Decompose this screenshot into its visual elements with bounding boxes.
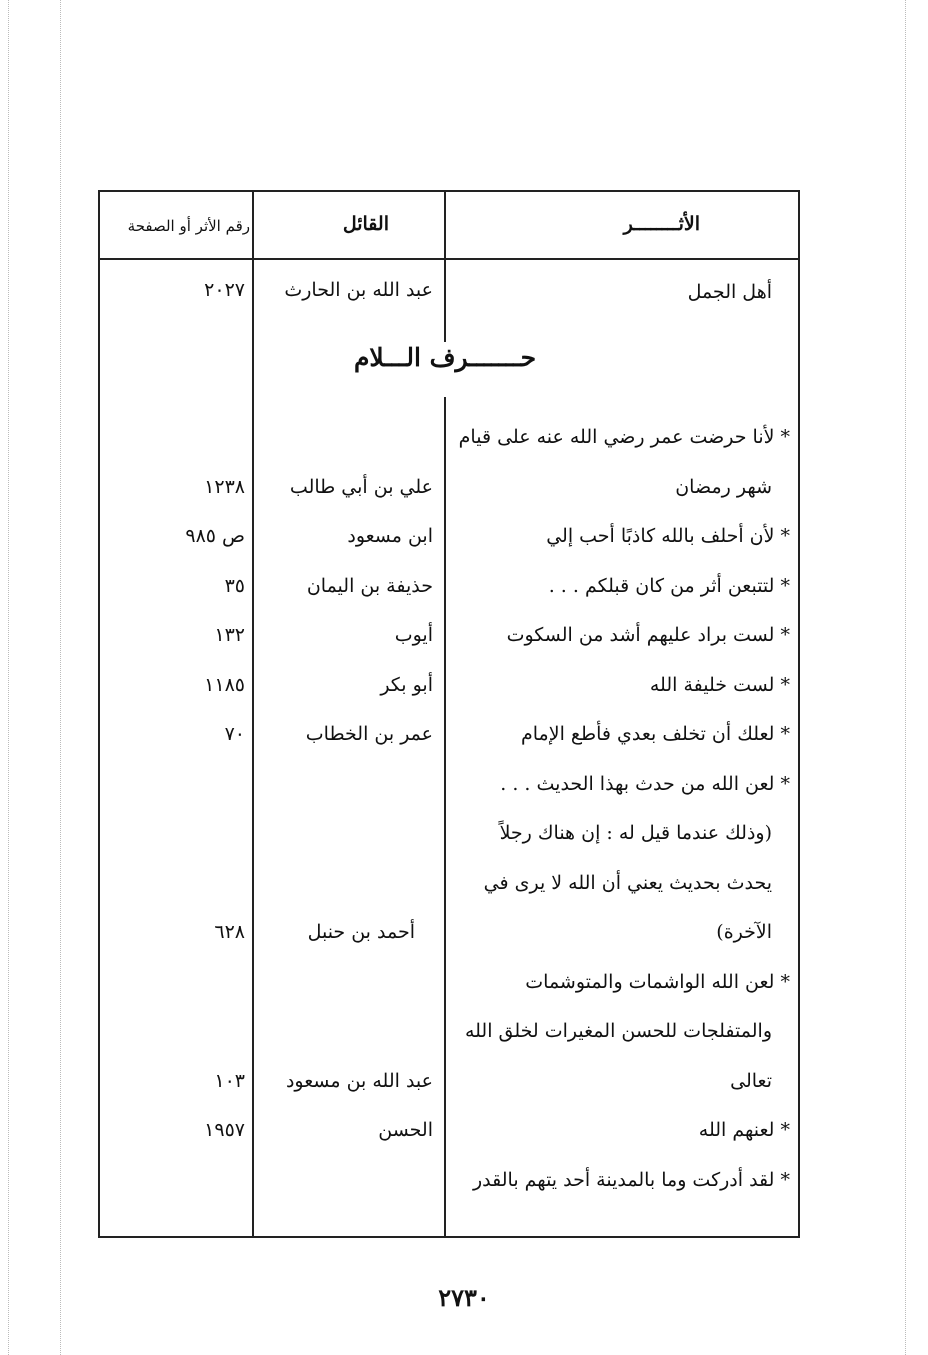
athar-row-12: الآخرة) [716,921,772,943]
qail-row-1: عبد الله بن الحارث [284,279,433,301]
ref-row-16: ١٩٥٧ [204,1119,245,1141]
athar-row-9: * لعن الله من حدث بهذا الحديث . . . [500,773,790,795]
athar-row-6: * لست براد عليهم أشد من السكوت [506,624,790,646]
ref-row-7: ١١٨٥ [204,674,245,696]
column-divider-ref [252,190,254,1238]
ref-row-12: ٦٢٨ [214,921,245,943]
ref-row-5: ٣٥ [224,575,245,597]
scan-artifact-left [8,0,9,1355]
scan-artifact-right [905,0,906,1355]
scan-artifact-left-2 [60,0,61,1355]
ref-row-6: ١٣٢ [214,624,245,646]
athar-row-1: أهل الجمل [687,281,772,303]
athar-row-5: * لتتبعن أثر من كان قبلكم . . . [548,575,790,597]
athar-row-14: والمتفلجات للحسن المغيرات لخلق الله [464,1020,772,1042]
header-athar: الأثــــــــر [623,213,700,235]
section-title: حـــــــرف الـــلام [353,343,537,372]
header-qail: القائل [342,213,389,235]
qail-row-6: أيوب [394,624,433,646]
athar-row-2: * لأنا حرضت عمر رضي الله عنه على قيام [458,426,790,448]
column-divider-qail-bottom [444,397,446,1238]
ref-row-4: ص ٩٨٥ [185,525,245,547]
qail-row-4: ابن مسعود [347,525,433,547]
column-divider-qail-top [444,190,446,342]
qail-row-12: أحمد بن حنبل [307,921,415,943]
page-number: ٢٧٣٠ [438,1283,490,1312]
athar-row-4: * لأن أحلف بالله كاذبًا أحب إلي [546,525,790,547]
athar-row-3: شهر رمضان [675,476,772,498]
athar-row-13: * لعن الله الواشمات والمتوشمات [525,971,790,993]
athar-row-10: (وذلك عندما قيل له : إن هناك رجلاً [499,822,772,844]
ref-row-8: ٧٠ [224,723,245,745]
qail-row-16: الحسن [378,1119,433,1141]
athar-row-15: تعالى [730,1070,772,1092]
qail-row-8: عمر بن الخطاب [305,723,433,745]
qail-row-5: حذيفة بن اليمان [306,575,433,597]
athar-row-17: * لقد أدركت وما بالمدينة أحد يتهم بالقدر [473,1169,790,1191]
ref-row-3: ١٢٣٨ [204,476,245,498]
qail-row-15: عبد الله بن مسعود [285,1070,433,1092]
header-rule [98,258,800,260]
athar-row-7: * لست خليفة الله [649,674,790,696]
qail-row-7: أبو بكر [380,674,433,696]
ref-row-15: ١٠٣ [214,1070,245,1092]
ref-row-1: ٢٠٢٧ [204,279,245,301]
qail-row-3: علي بن أبي طالب [289,476,433,498]
athar-row-8: * لعلك أن تخلف بعدي فأطع الإمام [521,723,790,745]
header-ref: رقم الأثر أو الصفحة [127,217,250,235]
athar-row-16: * لعنهم الله [698,1119,790,1141]
athar-row-11: يحدث بحديث يعني أن الله لا يرى في [483,872,772,894]
